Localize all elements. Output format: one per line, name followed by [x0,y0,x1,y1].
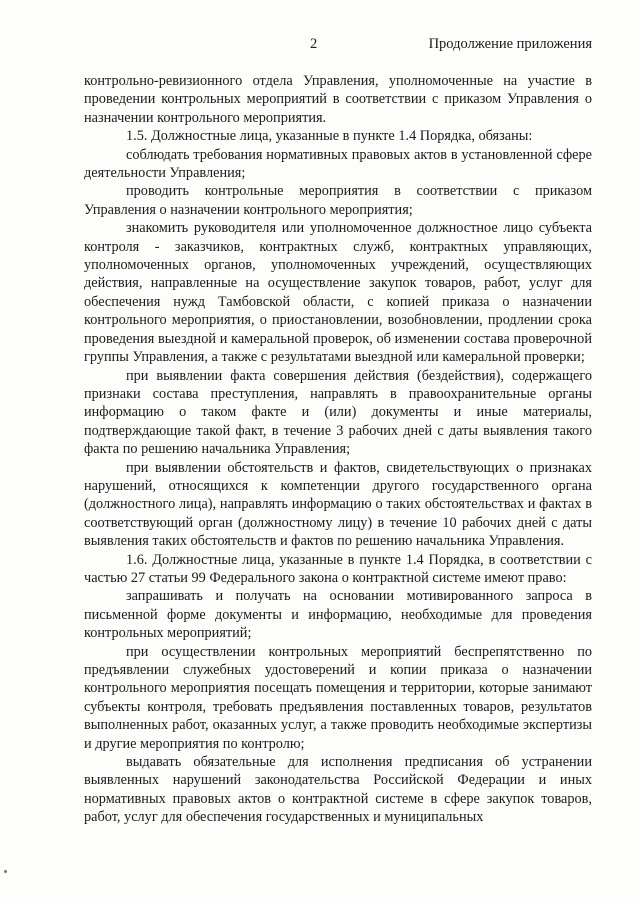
paragraph-1-6-intro: 1.6. Должностные лица, указанные в пункте 1.4 Порядка, в соответствии с частью 27 статьи 99 Федерального закона о контрактной системе имеют право: [84,551,592,586]
paragraph-duty-other-authority: при выявлении обстоятельств и фактов, свидетельствующих о признаках нарушений, относящихся к компетенции другого государственного органа (должностного лица), направлять информацию о таких обстоятельствах и фактах в соответствующий орган (должностному лицу) в течение 10 рабочих дней с даты выявления таких обстоятельств и фактов по решению начальника Управления. [84,459,592,550]
paragraph-duty-conduct: проводить контрольные мероприятия в соответствии с приказом Управления о назначении контрольного мероприятия; [84,183,592,218]
appendix-continuation-note: Продолжение приложения [428,36,592,52]
document-body [84,72,592,827]
paragraph-continuation: контрольно-ревизионного отдела Управления, уполномоченные на участие в проведении контрольных мероприятий в соответствии с приказом Управления о назначении контрольного мероприятия. [84,73,592,126]
paragraph-right-orders: выдавать обязательные для исполнения предписания об устранении выявленных нарушений законодательства Российской Федерации и иных нормативных правовых актов о контрактной системе в сфере закупок товаров, работ, услуг для обеспечения государственных и муниципальных [84,754,592,826]
paragraph-right-request: запрашивать и получать на основании мотивированного запроса в письменной форме документы и информацию, необходимые для проведения контрольных мероприятий; [84,588,592,642]
paragraph-duty-compliance: соблюдать требования нормативных правовых актов в установленной сфере деятельности Управления; [84,146,592,182]
paragraph-duty-inform: знакомить руководителя или уполномоченное должностное лицо субъекта контроля - заказчиков, контрактных служб, контрактных управляющих, уполномоченных органов, уполномоченных учреждений, осуществляющих действия, направленные на осуществление закупок товаров, работ, услуг для обеспечения нужд Тамбовской области, с копией приказа о назначении контрольного мероприятия, о приостановлении, возобновлении, продлении срока проведения выездной и камеральной проверок, об изменении состава проверочной группы Управления, а также с результатами выездной или камеральной проверки; [84,220,592,366]
paragraph-right-access: при осуществлении контрольных мероприятий беспрепятственно по предъявлении служебных удостоверений и копии приказа о назначении контрольного мероприятия посещать помещения и территории, которые занимают субъекты контроля, требовать предъявления поставленных товаров, результатов выполненных работ, оказанных услуг, а также проводить необходимые экспертизы и другие мероприятия по контролю; [84,643,592,752]
page-header [84,36,592,58]
scan-margin-mark [4,870,7,873]
page-number: 2 [310,36,318,52]
paragraph-1-5-intro: 1.5. Должностные лица, указанные в пункте 1.4 Порядка, обязаны: [126,128,533,145]
paragraph-duty-crime-report: при выявлении факта совершения действия (бездействия), содержащего признаки состава преступления, направлять в правоохранительные органы информацию о таком факте и (или) документы и иные материалы, подтверждающие такой факт, в течение 3 рабочих дней с даты выявления такого факта по решению начальника Управления; [84,367,592,458]
